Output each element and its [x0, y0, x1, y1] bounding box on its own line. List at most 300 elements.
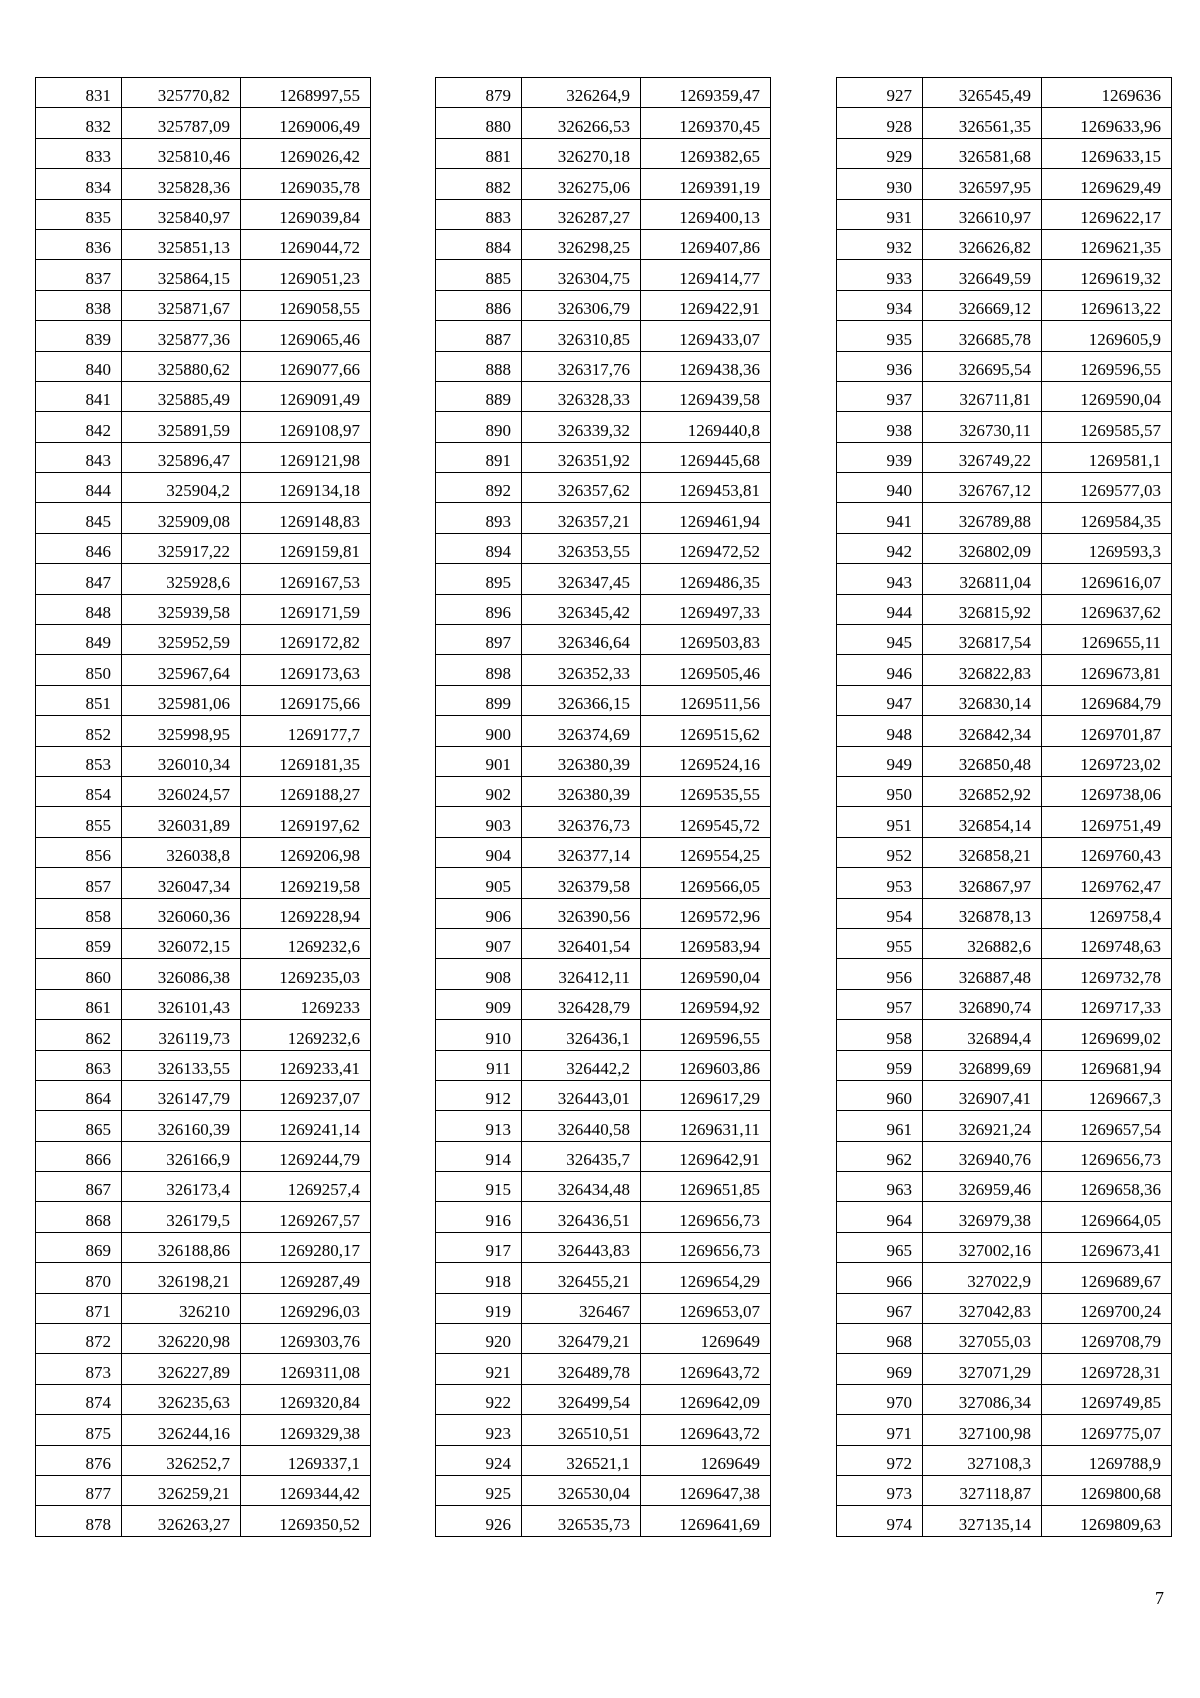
- y-coordinate-cell: 1269296,03: [241, 1293, 371, 1323]
- y-coordinate-cell: 1269689,67: [1042, 1263, 1172, 1293]
- table-row: [837, 381, 1172, 411]
- point-number-cell: 973: [837, 1475, 923, 1505]
- table-row: [36, 594, 371, 624]
- x-coordinate-cell: 326434,48: [522, 1172, 641, 1202]
- y-coordinate-cell: 1269058,55: [241, 290, 371, 320]
- y-coordinate-cell: 1269594,92: [641, 989, 771, 1019]
- y-coordinate-cell: 1269738,06: [1042, 776, 1172, 806]
- x-coordinate-cell: 327118,87: [923, 1475, 1042, 1505]
- x-coordinate-cell: 326133,55: [122, 1050, 241, 1080]
- point-number-cell: 938: [837, 412, 923, 442]
- x-coordinate-cell: 326817,54: [923, 625, 1042, 655]
- x-coordinate-cell: 325917,22: [122, 533, 241, 563]
- coordinate-table-body: [436, 78, 771, 1537]
- point-number-cell: 919: [436, 1293, 522, 1323]
- point-number-cell: 844: [36, 473, 122, 503]
- point-number-cell: 857: [36, 868, 122, 898]
- y-coordinate-cell: 1269657,54: [1042, 1111, 1172, 1141]
- table-row: [36, 1384, 371, 1414]
- table-row: [36, 1506, 371, 1536]
- table-row: [436, 989, 771, 1019]
- x-coordinate-cell: 325864,15: [122, 260, 241, 290]
- x-coordinate-cell: 326147,79: [122, 1080, 241, 1110]
- x-coordinate-cell: 326443,01: [522, 1080, 641, 1110]
- x-coordinate-cell: 326852,92: [923, 776, 1042, 806]
- x-coordinate-cell: 326867,97: [923, 868, 1042, 898]
- y-coordinate-cell: 1269656,73: [1042, 1141, 1172, 1171]
- y-coordinate-cell: 1269329,38: [241, 1415, 371, 1445]
- y-coordinate-cell: 1269642,91: [641, 1141, 771, 1171]
- y-coordinate-cell: 1269039,84: [241, 199, 371, 229]
- y-coordinate-cell: 1269658,36: [1042, 1172, 1172, 1202]
- x-coordinate-cell: 326339,32: [522, 412, 641, 442]
- table-row: [837, 1415, 1172, 1445]
- point-number-cell: 920: [436, 1324, 522, 1354]
- y-coordinate-cell: 1269584,35: [1042, 503, 1172, 533]
- table-row: [36, 1020, 371, 1050]
- x-coordinate-cell: 326412,11: [522, 959, 641, 989]
- point-number-cell: 868: [36, 1202, 122, 1232]
- table-row: [36, 442, 371, 472]
- point-number-cell: 974: [837, 1506, 923, 1536]
- x-coordinate-cell: 326038,8: [122, 837, 241, 867]
- y-coordinate-cell: 1269461,94: [641, 503, 771, 533]
- table-row: [837, 1232, 1172, 1262]
- x-coordinate-cell: 325909,08: [122, 503, 241, 533]
- x-coordinate-cell: 326842,34: [923, 716, 1042, 746]
- x-coordinate-cell: 326890,74: [923, 989, 1042, 1019]
- y-coordinate-cell: 1269173,63: [241, 655, 371, 685]
- x-coordinate-cell: 326489,78: [522, 1354, 641, 1384]
- x-coordinate-cell: 326440,58: [522, 1111, 641, 1141]
- x-coordinate-cell: 326160,39: [122, 1111, 241, 1141]
- table-row: [36, 108, 371, 138]
- y-coordinate-cell: 1269035,78: [241, 169, 371, 199]
- x-coordinate-cell: 325840,97: [122, 199, 241, 229]
- x-coordinate-cell: 326878,13: [923, 898, 1042, 928]
- y-coordinate-cell: 1269708,79: [1042, 1324, 1172, 1354]
- x-coordinate-cell: 326263,27: [122, 1506, 241, 1536]
- y-coordinate-cell: 1269667,3: [1042, 1080, 1172, 1110]
- table-row: [436, 1384, 771, 1414]
- y-coordinate-cell: 1269433,07: [641, 321, 771, 351]
- table-row: [436, 442, 771, 472]
- x-coordinate-cell: 326380,39: [522, 746, 641, 776]
- table-row: [837, 928, 1172, 958]
- point-number-cell: 879: [436, 78, 522, 108]
- point-number-cell: 878: [36, 1506, 122, 1536]
- x-coordinate-cell: 327108,3: [923, 1445, 1042, 1475]
- x-coordinate-cell: 326711,81: [923, 381, 1042, 411]
- table-row: [36, 1080, 371, 1110]
- point-number-cell: 853: [36, 746, 122, 776]
- point-number-cell: 948: [837, 716, 923, 746]
- table-row: [436, 898, 771, 928]
- point-number-cell: 963: [837, 1172, 923, 1202]
- table-row: [36, 716, 371, 746]
- x-coordinate-cell: 326353,55: [522, 533, 641, 563]
- y-coordinate-cell: 1269486,35: [641, 564, 771, 594]
- table-row: [436, 321, 771, 351]
- table-row: [436, 837, 771, 867]
- table-row: [436, 959, 771, 989]
- y-coordinate-cell: 1269653,07: [641, 1293, 771, 1323]
- table-row: [837, 229, 1172, 259]
- table-row: [837, 442, 1172, 472]
- x-coordinate-cell: 326850,48: [923, 746, 1042, 776]
- point-number-cell: 941: [837, 503, 923, 533]
- point-number-cell: 872: [36, 1324, 122, 1354]
- x-coordinate-cell: 327135,14: [923, 1506, 1042, 1536]
- table-row: [436, 1445, 771, 1475]
- y-coordinate-cell: 1269681,94: [1042, 1050, 1172, 1080]
- point-number-cell: 875: [36, 1415, 122, 1445]
- x-coordinate-cell: 326907,41: [923, 1080, 1042, 1110]
- x-coordinate-cell: 326374,69: [522, 716, 641, 746]
- point-number-cell: 870: [36, 1263, 122, 1293]
- y-coordinate-cell: 1269613,22: [1042, 290, 1172, 320]
- y-coordinate-cell: 1269244,79: [241, 1141, 371, 1171]
- y-coordinate-cell: 1269400,13: [641, 199, 771, 229]
- y-coordinate-cell: 1269572,96: [641, 898, 771, 928]
- y-coordinate-cell: 1269350,52: [241, 1506, 371, 1536]
- point-number-cell: 838: [36, 290, 122, 320]
- table-row: [36, 1232, 371, 1262]
- x-coordinate-cell: 326610,97: [923, 199, 1042, 229]
- table-row: [436, 381, 771, 411]
- y-coordinate-cell: 1269311,08: [241, 1354, 371, 1384]
- point-number-cell: 922: [436, 1384, 522, 1414]
- x-coordinate-cell: 326802,09: [923, 533, 1042, 563]
- y-coordinate-cell: 1269181,35: [241, 746, 371, 776]
- table-row: [837, 412, 1172, 442]
- y-coordinate-cell: 1269228,94: [241, 898, 371, 928]
- point-number-cell: 900: [436, 716, 522, 746]
- table-row: [837, 989, 1172, 1019]
- x-coordinate-cell: 326858,21: [923, 837, 1042, 867]
- point-number-cell: 885: [436, 260, 522, 290]
- x-coordinate-cell: 325896,47: [122, 442, 241, 472]
- table-row: [36, 1445, 371, 1475]
- point-number-cell: 849: [36, 625, 122, 655]
- point-number-cell: 909: [436, 989, 522, 1019]
- y-coordinate-cell: 1269515,62: [641, 716, 771, 746]
- point-number-cell: 897: [436, 625, 522, 655]
- point-number-cell: 901: [436, 746, 522, 776]
- table-row: [436, 1475, 771, 1505]
- point-number-cell: 861: [36, 989, 122, 1019]
- x-coordinate-cell: 327100,98: [923, 1415, 1042, 1445]
- table-row: [837, 199, 1172, 229]
- table-row: [837, 260, 1172, 290]
- table-row: [436, 1111, 771, 1141]
- y-coordinate-cell: 1269656,73: [641, 1232, 771, 1262]
- x-coordinate-cell: 326345,42: [522, 594, 641, 624]
- x-coordinate-cell: 326442,2: [522, 1050, 641, 1080]
- x-coordinate-cell: 326220,98: [122, 1324, 241, 1354]
- y-coordinate-cell: 1269603,86: [641, 1050, 771, 1080]
- point-number-cell: 959: [837, 1050, 923, 1080]
- x-coordinate-cell: 326401,54: [522, 928, 641, 958]
- x-coordinate-cell: 325952,59: [122, 625, 241, 655]
- point-number-cell: 848: [36, 594, 122, 624]
- table-row: [837, 1263, 1172, 1293]
- point-number-cell: 837: [36, 260, 122, 290]
- y-coordinate-cell: 1269280,17: [241, 1232, 371, 1262]
- y-coordinate-cell: 1269175,66: [241, 685, 371, 715]
- table-row: [36, 381, 371, 411]
- y-coordinate-cell: 1269700,24: [1042, 1293, 1172, 1323]
- y-coordinate-cell: 1269629,49: [1042, 169, 1172, 199]
- x-coordinate-cell: 326436,51: [522, 1202, 641, 1232]
- y-coordinate-cell: 1269241,14: [241, 1111, 371, 1141]
- point-number-cell: 913: [436, 1111, 522, 1141]
- point-number-cell: 911: [436, 1050, 522, 1080]
- y-coordinate-cell: 1269026,42: [241, 138, 371, 168]
- y-coordinate-cell: 1269503,83: [641, 625, 771, 655]
- y-coordinate-cell: 1269407,86: [641, 229, 771, 259]
- x-coordinate-cell: 326266,53: [522, 108, 641, 138]
- table-row: [436, 655, 771, 685]
- point-number-cell: 916: [436, 1202, 522, 1232]
- table-row: [837, 108, 1172, 138]
- table-row: [436, 1506, 771, 1536]
- point-number-cell: 929: [837, 138, 923, 168]
- y-coordinate-cell: 1269642,09: [641, 1384, 771, 1414]
- x-coordinate-cell: 326352,33: [522, 655, 641, 685]
- table-row: [436, 685, 771, 715]
- point-number-cell: 921: [436, 1354, 522, 1384]
- y-coordinate-cell: 1269077,66: [241, 351, 371, 381]
- y-coordinate-cell: 1269581,1: [1042, 442, 1172, 472]
- y-coordinate-cell: 1269583,94: [641, 928, 771, 958]
- point-number-cell: 924: [436, 1445, 522, 1475]
- y-coordinate-cell: 1269233: [241, 989, 371, 1019]
- y-coordinate-cell: 1269232,6: [241, 928, 371, 958]
- y-coordinate-cell: 1269511,56: [641, 685, 771, 715]
- y-coordinate-cell: 1269723,02: [1042, 746, 1172, 776]
- table-row: [837, 1111, 1172, 1141]
- x-coordinate-cell: 326024,57: [122, 776, 241, 806]
- point-number-cell: 970: [837, 1384, 923, 1414]
- x-coordinate-cell: 326854,14: [923, 807, 1042, 837]
- y-coordinate-cell: 1269728,31: [1042, 1354, 1172, 1384]
- table-row: [837, 807, 1172, 837]
- point-number-cell: 831: [36, 78, 122, 108]
- coordinate-table-3: [836, 77, 1172, 1537]
- x-coordinate-cell: 326899,69: [923, 1050, 1042, 1080]
- table-row: [436, 1080, 771, 1110]
- point-number-cell: 923: [436, 1415, 522, 1445]
- table-row: [436, 138, 771, 168]
- table-row: [436, 290, 771, 320]
- y-coordinate-cell: 1269673,41: [1042, 1232, 1172, 1262]
- x-coordinate-cell: 326270,18: [522, 138, 641, 168]
- table-row: [837, 746, 1172, 776]
- y-coordinate-cell: 1269267,57: [241, 1202, 371, 1232]
- point-number-cell: 936: [837, 351, 923, 381]
- table-row: [36, 625, 371, 655]
- y-coordinate-cell: 1269237,07: [241, 1080, 371, 1110]
- x-coordinate-cell: 325998,95: [122, 716, 241, 746]
- point-number-cell: 855: [36, 807, 122, 837]
- point-number-cell: 934: [837, 290, 923, 320]
- x-coordinate-cell: 326695,54: [923, 351, 1042, 381]
- table-row: [36, 473, 371, 503]
- y-coordinate-cell: 1269641,69: [641, 1506, 771, 1536]
- x-coordinate-cell: 325828,36: [122, 169, 241, 199]
- x-coordinate-cell: 326357,21: [522, 503, 641, 533]
- table-row: [837, 1141, 1172, 1171]
- point-number-cell: 854: [36, 776, 122, 806]
- table-row: [436, 78, 771, 108]
- y-coordinate-cell: 1269051,23: [241, 260, 371, 290]
- table-row: [36, 1202, 371, 1232]
- y-coordinate-cell: 1269643,72: [641, 1415, 771, 1445]
- y-coordinate-cell: 1269235,03: [241, 959, 371, 989]
- table-row: [837, 503, 1172, 533]
- point-number-cell: 834: [36, 169, 122, 199]
- y-coordinate-cell: 1269590,04: [641, 959, 771, 989]
- x-coordinate-cell: 326894,4: [923, 1020, 1042, 1050]
- x-coordinate-cell: 325939,58: [122, 594, 241, 624]
- x-coordinate-cell: 326979,38: [923, 1202, 1042, 1232]
- table-row: [36, 533, 371, 563]
- y-coordinate-cell: 1269605,9: [1042, 321, 1172, 351]
- x-coordinate-cell: 326210: [122, 1293, 241, 1323]
- x-coordinate-cell: 326535,73: [522, 1506, 641, 1536]
- x-coordinate-cell: 327002,16: [923, 1232, 1042, 1262]
- point-number-cell: 874: [36, 1384, 122, 1414]
- x-coordinate-cell: 326455,21: [522, 1263, 641, 1293]
- table-row: [36, 928, 371, 958]
- y-coordinate-cell: 1269439,58: [641, 381, 771, 411]
- y-coordinate-cell: 1269717,33: [1042, 989, 1172, 1019]
- page-number: 7: [1155, 1588, 1164, 1608]
- y-coordinate-cell: 1268997,55: [241, 78, 371, 108]
- point-number-cell: 893: [436, 503, 522, 533]
- x-coordinate-cell: 326390,56: [522, 898, 641, 928]
- x-coordinate-cell: 326306,79: [522, 290, 641, 320]
- coordinate-table-1: [35, 77, 371, 1537]
- x-coordinate-cell: 326010,34: [122, 746, 241, 776]
- table-row: [436, 716, 771, 746]
- y-coordinate-cell: 1269134,18: [241, 473, 371, 503]
- table-row: [837, 868, 1172, 898]
- point-number-cell: 882: [436, 169, 522, 199]
- point-number-cell: 944: [837, 594, 923, 624]
- y-coordinate-cell: 1269748,63: [1042, 928, 1172, 958]
- table-row: [36, 199, 371, 229]
- x-coordinate-cell: 327042,83: [923, 1293, 1042, 1323]
- x-coordinate-cell: 326173,4: [122, 1172, 241, 1202]
- point-number-cell: 928: [837, 108, 923, 138]
- y-coordinate-cell: 1269647,38: [641, 1475, 771, 1505]
- table-row: [36, 290, 371, 320]
- y-coordinate-cell: 1269188,27: [241, 776, 371, 806]
- point-number-cell: 953: [837, 868, 923, 898]
- x-coordinate-cell: 326443,83: [522, 1232, 641, 1262]
- table-row: [36, 807, 371, 837]
- point-number-cell: 846: [36, 533, 122, 563]
- table-row: [36, 321, 371, 351]
- point-number-cell: 914: [436, 1141, 522, 1171]
- table-row: [36, 351, 371, 381]
- y-coordinate-cell: 1269233,41: [241, 1050, 371, 1080]
- x-coordinate-cell: 326304,75: [522, 260, 641, 290]
- table-row: [36, 898, 371, 928]
- table-row: [436, 1020, 771, 1050]
- table-row: [837, 564, 1172, 594]
- point-number-cell: 869: [36, 1232, 122, 1262]
- point-number-cell: 896: [436, 594, 522, 624]
- point-number-cell: 955: [837, 928, 923, 958]
- table-row: [837, 1506, 1172, 1536]
- table-row: [837, 533, 1172, 563]
- x-coordinate-cell: 325891,59: [122, 412, 241, 442]
- x-coordinate-cell: 326921,24: [923, 1111, 1042, 1141]
- x-coordinate-cell: 326815,92: [923, 594, 1042, 624]
- point-number-cell: 883: [436, 199, 522, 229]
- table-row: [436, 928, 771, 958]
- y-coordinate-cell: 1269206,98: [241, 837, 371, 867]
- point-number-cell: 852: [36, 716, 122, 746]
- point-number-cell: 965: [837, 1232, 923, 1262]
- x-coordinate-cell: 326310,85: [522, 321, 641, 351]
- point-number-cell: 866: [36, 1141, 122, 1171]
- table-row: [837, 625, 1172, 655]
- x-coordinate-cell: 326649,59: [923, 260, 1042, 290]
- point-number-cell: 926: [436, 1506, 522, 1536]
- x-coordinate-cell: 326188,86: [122, 1232, 241, 1262]
- table-row: [837, 169, 1172, 199]
- x-coordinate-cell: 326259,21: [122, 1475, 241, 1505]
- point-number-cell: 946: [837, 655, 923, 685]
- y-coordinate-cell: 1269391,19: [641, 169, 771, 199]
- y-coordinate-cell: 1269655,11: [1042, 625, 1172, 655]
- point-number-cell: 842: [36, 412, 122, 442]
- x-coordinate-cell: 326887,48: [923, 959, 1042, 989]
- table-row: [436, 1263, 771, 1293]
- table-row: [436, 412, 771, 442]
- point-number-cell: 871: [36, 1293, 122, 1323]
- point-number-cell: 864: [36, 1080, 122, 1110]
- y-coordinate-cell: 1269382,65: [641, 138, 771, 168]
- point-number-cell: 873: [36, 1354, 122, 1384]
- point-number-cell: 954: [837, 898, 923, 928]
- x-coordinate-cell: 326287,27: [522, 199, 641, 229]
- point-number-cell: 898: [436, 655, 522, 685]
- x-coordinate-cell: 326376,73: [522, 807, 641, 837]
- y-coordinate-cell: 1269673,81: [1042, 655, 1172, 685]
- point-number-cell: 835: [36, 199, 122, 229]
- x-coordinate-cell: 326275,06: [522, 169, 641, 199]
- coordinate-table-body: [837, 78, 1172, 1537]
- table-row: [837, 1080, 1172, 1110]
- y-coordinate-cell: 1269159,81: [241, 533, 371, 563]
- y-coordinate-cell: 1269622,17: [1042, 199, 1172, 229]
- x-coordinate-cell: 325885,49: [122, 381, 241, 411]
- x-coordinate-cell: 326357,62: [522, 473, 641, 503]
- x-coordinate-cell: 326510,51: [522, 1415, 641, 1445]
- table-row: [436, 868, 771, 898]
- x-coordinate-cell: 327086,34: [923, 1384, 1042, 1414]
- point-number-cell: 966: [837, 1263, 923, 1293]
- point-number-cell: 951: [837, 807, 923, 837]
- x-coordinate-cell: 326789,88: [923, 503, 1042, 533]
- table-row: [436, 169, 771, 199]
- point-number-cell: 839: [36, 321, 122, 351]
